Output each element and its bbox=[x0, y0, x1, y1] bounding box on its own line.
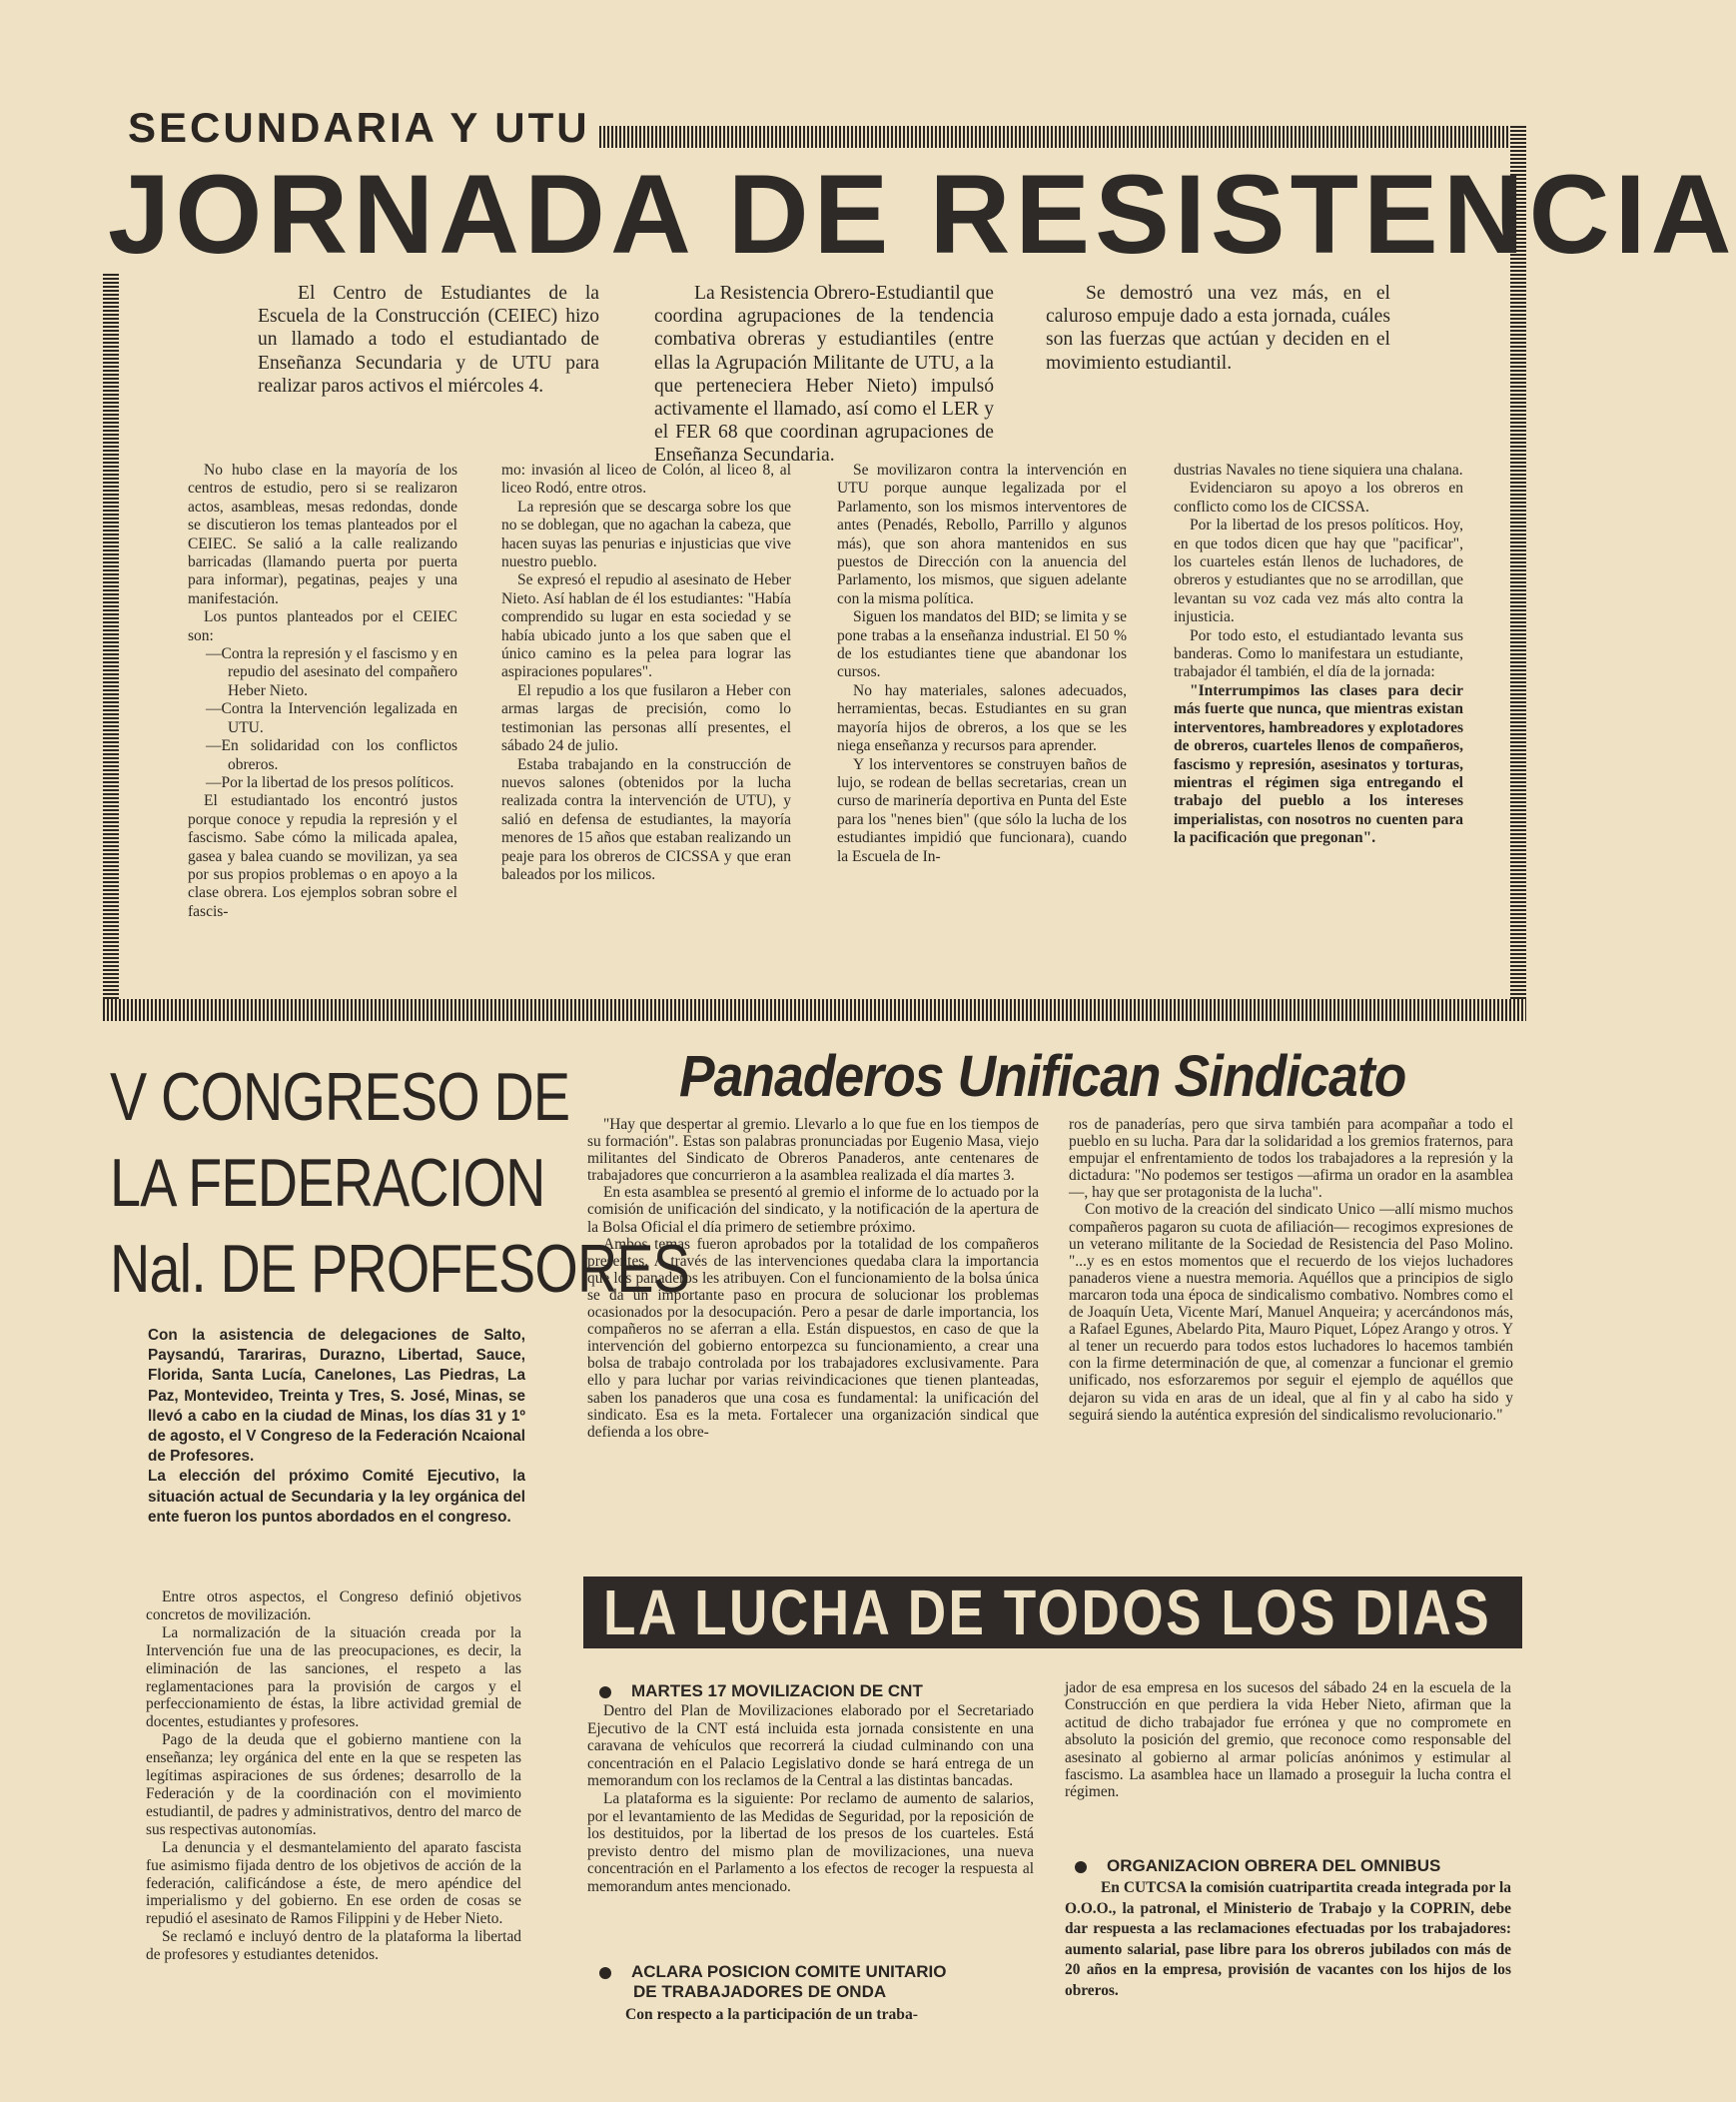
lucha-col-1-tail: Con respecto a la participación de un traba- bbox=[625, 2006, 918, 2023]
congreso-title bbox=[110, 1054, 690, 1312]
story1-col-1: No hubo clase en la mayoría de los centros de estudio, pero si se realizaron actos, asambleas, mesas redondas, donde se discutieron los temas planteados por el CEIEC. Se salió a la calle realizando barricadas (llamando puerta por puerta para informar), pegatinas, peajes y una manifestación. Los puntos planteados por el CEIEC son: —Contra la represión y el fascismo y en repudio del asesinato del compañero Heber Nieto. —Contra la Intervención legalizada en UTU. —En solidaridad con los conflictos obreros. —Por la libertad de los presos políticos. El estudiantado los encontró justos porque conoce y repudia la represión y el fascismo. Sabe cómo la milicada apalea, gasea y balea cuando se movilizan, ya sea por sus propios problemas o en apoyo a la clase obrera. Los ejemplos sobran sobre el fascis- bbox=[188, 462, 457, 920]
kicker: SECUNDARIA Y UTU bbox=[128, 104, 590, 151]
congreso-title-line: LA FEDERACION bbox=[110, 1145, 545, 1221]
lucha-subhead-onda: ACLARA POSICION COMITE UNITARIO DE TRABAJADORES DE ONDA bbox=[599, 1962, 1049, 2002]
lucha-col-1: Dentro del Plan de Movilizaciones elaborado por el Secretariado Ejecutivo de la CNT está incluida esta jornada consistente en una caravana de vehículos que recorrerá la ciudad culminando con una concentración en el Palacio Legislativo donde se hará entrega de un memorandum con los reclamos de la Central a las distintas bancadas. La plataforma es la siguiente: Por reclamo de aumento de salarios, por el levantamiento de las Medidas de Seguridad, por la reposición de los destituidos, por la libertad de los presos de los cuarteles. Está previsto dentro del mismo plan de movilizaciones, una nueva concentración en el Parlamento a los efectos de recoger la respuesta al memorandum antes mencionado. bbox=[587, 1702, 1034, 1895]
panaderos-col-2: ros de panaderías, pero que sirva también para acompañar a todo el pueblo en su lucha. Para dar la solidaridad a los gremios fraternos, para empujar el enfrentamiento de todos los trabajadores a la represión y la dictadura: "No podemos ser testigos —afirma un orador en la asamblea—, hay que ser protagonista de la lucha". Con motivo de la creación del sindicato Unico —allí mismo muchos compañeros pagaron su cuota de afiliación— recogimos expresiones de un veterano militante de la Sociedad de Resistencia del Paso Molino. "...y es en estos momentos que el recuerdo de los viejos luchadores panaderos viene a nuestra memoria. Aquéllos que a principios de siglo marcaron toda una época de sindicalismo combativo. Nombres como el de Joaquín Ueta, Vicente Marí, Manuel Anqueira; y acercándonos más, a Rafael Egunes, Abelardo Pita, Mauro Piquet, López Arango y otros. Y al tener un recuerdo para todos estos luchadores lo hacemos también con la firme determinación de que, al comenzar a funcionar el gremio unificado, nos esforzaremos por seguir el ejemplo de aquéllos que dejaron su vida en aras de un ideal, que al fin y al cabo ha sido y seguirá siendo la auténtica expresión del sindicalismo revolucionario." bbox=[1069, 1116, 1513, 1424]
headline-wrap bbox=[108, 152, 1736, 277]
headline: JORNADA DE RESISTENCIA bbox=[108, 152, 1736, 277]
intro-col-2: La Resistencia Obrero-Estudiantil que coordina agrupaciones de la tendencia combativa obreras y estudiantiles (entre ellas la Agrupación Militante de UTU, a la que perteneciera Heber Nieto) impulsó activamente el llamado, así como el LER y el FER 68 que coordinan agrupaciones de Enseñanza Secundaria. bbox=[654, 283, 994, 467]
lucha-title: LA LUCHA DE TODOS LOS DIAS bbox=[603, 1576, 1492, 1648]
top-rule bbox=[599, 126, 1526, 148]
intro-col-1: El Centro de Estudiantes de la Escuela de la Construcción (CEIEC) hizo un llamado a todo el estudiantado de Enseñanza Secundaria y de UTU para realizar paros activos el miércoles 4. bbox=[258, 283, 599, 397]
congreso-title-line: Nal. DE PROFESORES bbox=[110, 1231, 690, 1307]
bullet-icon bbox=[599, 1967, 611, 1979]
story1-col-4: dustrias Navales no tiene siquiera una chalana. Evidenciaron su apoyo a los obreros en conflicto como los de CICSSA. Por la libertad de los presos políticos. Hoy, en que todos dicen que hay que "pacificar", los cuarteles están llenos de luchadores, de obreros y estudiantes que no se arrodillan, que levantan su voz cada vez más alto contra la injusticia. Por todo esto, el estudiantado levanta sus banderas. Como lo manifestara un estudiante, trabajador él también, el día de la jornada: "Interrumpimos las clases para decir más fuerte que nunca, que mientras existan interventores, hambreadores y explotadores de obreros, cuarteles llenos de compañeros, fascismo y represión, asesinatos y torturas, mientras el régimen siga entregando el trabajo del pueblo a los intereses imperialistas, con nosotros no cuenten para la pacificación que pregonan". bbox=[1174, 462, 1463, 847]
congreso-title-line: V CONGRESO DE bbox=[110, 1059, 570, 1135]
bottom-rule bbox=[103, 999, 1526, 1021]
lucha-subhead-cnt: MARTES 17 MOVILIZACION DE CNT bbox=[599, 1681, 1049, 1701]
bullet-icon bbox=[1075, 1861, 1087, 1873]
lucha-col-2-b: En CUTCSA la comisión cuatripartita creada integrada por la O.O.O., la patronal, el Ministerio de Trabajo y la COPRIN, debe dar respuesta a las reclamaciones efectuadas por los trabajadores: aumento salarial, pase libre para los obreros jubilados con más de 20 años en la empresa, provisión de vacantes con los hijos de los obreros. bbox=[1065, 1879, 1511, 1999]
panaderos-title: Panaderos Unifican Sindicato bbox=[679, 1044, 1406, 1109]
congreso-lead: Con la asistencia de delegaciones de Salto, Paysandú, Tarariras, Durazno, Libertad, Sauce, Florida, Santa Lucía, Canelones, Las Piedras, La Paz, Montevideo, Treinta y Tres, S. José, Minas, se llevó a cabo en la ciudad de Minas, los días 31 y 1º de agosto, el V Congreso de la Federación Ncaional de Profesores. La elección del próximo Comité Ejecutivo, la situación actual de Secundaria y la ley orgánica del ente fueron los puntos abordados en el congreso. bbox=[148, 1327, 525, 1526]
lucha-subhead-omnibus: ORGANIZACION OBRERA DEL OMNIBUS bbox=[1075, 1856, 1514, 1876]
bullet-icon bbox=[599, 1686, 611, 1698]
lucha-banner bbox=[583, 1576, 1522, 1648]
story1-col-3: Se movilizaron contra la intervención en UTU porque aunque legalizada por el Parlamento, son los mismos interventores de antes (Penadés, Rebollo, Parrillo y algunos más), que son ahora mantenidos en sus puestos de Dirección con la anuencia del Parlamento, los mismos, que siguen adelante con la misma política. Siguen los mandatos del BID; se limita y se pone trabas a la enseñanza industrial. El 50 % de los estudiantes tiene que abandonar los cursos. No hay materiales, salones adecuados, herramientas, becas. Estudiantes en su gran mayoría hijos de obreros, a los que se les niega enseñanza y recursos para aprender. Y los interventores se construyen baños de lujo, se rodean de bellas secretarias, crean un curso de marinería deportiva en Punta del Este para los "nenes bien" (que sólo la lucha de los estudiantes impidió que funcionara), cuando la Escuela de In- bbox=[837, 462, 1127, 865]
intro-col-3: Se demostró una vez más, en el caluroso empuje dado a esta jornada, cuáles son las fuerzas que actúan y deciden en el movimiento estudiantil. bbox=[1046, 283, 1390, 374]
story1-col-2: mo: invasión al liceo de Colón, al liceo 8, al liceo Rodó, entre otros. La represión que se descarga sobre los que no se doblegan, que no agachan la cabeza, que hacen suyas las penurias e injusticias que vive nuestro pueblo. Se expresó el repudio al asesinato de Heber Nieto. Así hablan de él los estudiantes: "Había comprendido su lugar en esta sociedad y se había ubicado junto a los que saben que el único camino es la pelea para lograr las aspiraciones populares". El repudio a los que fusilaron a Heber con armas largas de precisión, como lo testimonian las personas allí presentes, el sábado 24 de julio. Estaba trabajando en la construcción de nuevos salones (obtenidos por la lucha realizada contra la intervención de UTU), y salió en defensa de estudiantes, la mayoría menores de 15 años que estaban realizando un peaje para los obreros de CICSSA y que eran baleados por los milicos. bbox=[501, 462, 791, 883]
lucha-col-2: jador de esa empresa en los sucesos del sábado 24 en la escuela de la Construcción en que perdiera la vida Heber Nieto, afirman que la actitud de dicho trabajador fue errónea y que no compromete en absoluto la posición del gremio, que reconoce como responsable del asesinato al gobierno al armar policías anónimos y estimular al fascismo. La asamblea hace un llamado a proseguir la lucha contra el régimen. bbox=[1065, 1679, 1511, 1801]
panaderos-col-1: "Hay que despertar al gremio. Llevarlo a lo que fue en los tiempos de su formación". Estas son palabras pronunciadas por Eugenio Masa, viejo militantes del Sindicato de Obreros Panaderos, ante centenares de trabajadores que concurrieron a la asamblea realizada el día martes 3. En esta asamblea se presentó al gremio el informe de lo actuado por la comisión de unificación del sindicato, y la notificación de la apertura de la Bolsa Oficial el día primero de setiembre próximo. Ambos temas fueron aprobados por la totalidad de los compañeros presentes. A través de las intervenciones quedaba clara la importancia que los panaderos les atribuyen. Con el funcionamiento de la bolsa única se da un importante paso en procura de solucionar los problemas ocasionados por la desocupación. Pero a pesar de darle importancia, los compañeros no se aferran a ella. Están dispuestos, en caso de que la intervención del gobierno entorpezca su funcionamiento, a crear una bolsa de trabajo controlada por los trabajadores exclusivamente. Para ello y para luchar por varias reivindicaciones que tienen planteadas, saben los panaderos que una cosa es fundamental: la unificación del sindicato. Esa es la meta. Fortalecer una organización sindical que defienda a los obre- bbox=[587, 1116, 1039, 1441]
left-rule bbox=[103, 272, 119, 1015]
congreso-body: Entre otros aspectos, el Congreso definió objetivos concretos de movilización. La normalización de la situación creada por la Intervención fue una de las preocupaciones, es decir, la eliminación de las sanciones, el respeto a las reglamentaciones para la provisión de cargos y el perfeccionamiento de éstas, la libre actividad gremial de docentes, estudiantes y profesores. Pago de la deuda que el gobierno mantiene con la enseñanza; ley orgánica del ente en la que se respeten las legítimas aspiraciones de sus órdenes; desarrollo de la Federación y de la coordinación con el movimiento estudiantil, de padres y administrativos, dentro del marco de sus respectivas autonomías. La denuncia y el desmantelamiento del aparato fascista fue asimismo fijada dentro de los objetivos de acción de la federación, calificándose a éste, de mero apéndice del imperialismo y del gobierno. En ese orden de cosas se repudió el asesinato de Ramos Filippini y de Heber Nieto. Se reclamó e incluyó dentro de la plataforma la libertad de profesores y estudiantes detenidos. bbox=[146, 1588, 521, 1964]
